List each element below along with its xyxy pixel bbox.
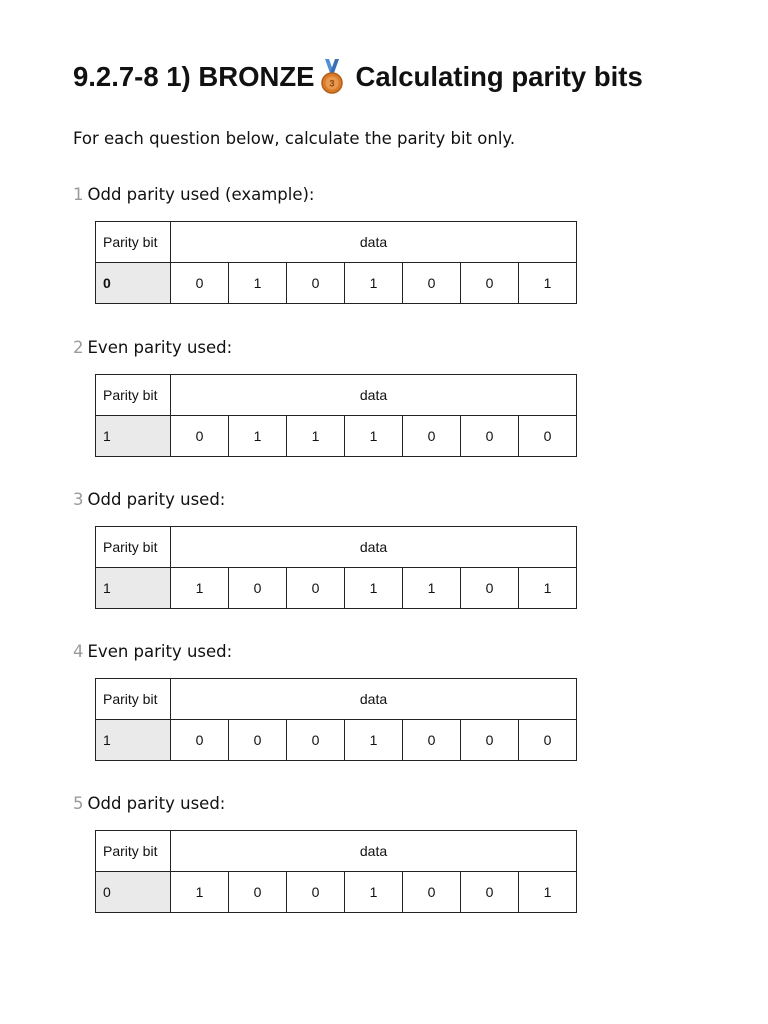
data-bit-cell: 1 [519, 872, 577, 913]
data-bit-cell: 0 [229, 568, 287, 609]
table-row [96, 568, 577, 609]
question-5 [73, 792, 693, 900]
parity-bit-header: Parity bit [96, 375, 171, 416]
data-bit-cell: 0 [287, 263, 345, 304]
question-label [73, 488, 693, 512]
data-bit-cell: 0 [461, 568, 519, 609]
data-bit-cell: 1 [171, 872, 229, 913]
data-bit-cell: 0 [519, 720, 577, 761]
data-bit-cell: 1 [229, 263, 287, 304]
data-bit-cell: 1 [171, 568, 229, 609]
data-bit-cell: 0 [403, 263, 461, 304]
data-bit-cell: 0 [403, 720, 461, 761]
question-label [73, 336, 693, 360]
bronze-medal-icon [317, 58, 347, 96]
page-title [73, 58, 643, 96]
parity-bit-cell[interactable]: 0 [96, 263, 171, 304]
data-bit-cell: 1 [403, 568, 461, 609]
question-4 [73, 640, 693, 748]
svg-text:3: 3 [329, 78, 335, 89]
question-2 [73, 336, 693, 444]
parity-bit-header: Parity bit [96, 527, 171, 568]
data-bit-cell: 0 [171, 416, 229, 457]
parity-table [95, 678, 577, 761]
data-bit-cell: 1 [229, 416, 287, 457]
table-header-row [96, 679, 577, 720]
parity-bit-header: Parity bit [96, 679, 171, 720]
table-row [96, 263, 577, 304]
data-bit-cell: 0 [461, 720, 519, 761]
question-number: 4 [73, 642, 84, 661]
parity-table [95, 374, 577, 457]
parity-bit-cell[interactable]: 1 [96, 568, 171, 609]
data-bit-cell: 1 [345, 568, 403, 609]
table-header-row [96, 222, 577, 263]
data-bit-cell: 0 [403, 416, 461, 457]
parity-table [95, 221, 577, 304]
question-3 [73, 488, 693, 596]
question-number: 1 [73, 185, 84, 204]
data-header: data [171, 831, 577, 872]
parity-table [95, 830, 577, 913]
data-bit-cell: 0 [519, 416, 577, 457]
title-text: Calculating parity bits [355, 61, 643, 92]
data-bit-cell: 1 [345, 263, 403, 304]
data-header: data [171, 527, 577, 568]
parity-bit-cell[interactable]: 0 [96, 872, 171, 913]
data-header: data [171, 375, 577, 416]
table-header-row [96, 527, 577, 568]
data-bit-cell: 0 [461, 416, 519, 457]
table-header-row [96, 375, 577, 416]
parity-bit-cell[interactable]: 1 [96, 416, 171, 457]
data-bit-cell: 0 [287, 872, 345, 913]
question-label [73, 792, 693, 816]
data-header: data [171, 679, 577, 720]
question-text: Odd parity used: [87, 794, 226, 813]
question-text: Even parity used: [87, 642, 233, 661]
data-bit-cell: 0 [403, 872, 461, 913]
table-row [96, 720, 577, 761]
data-header: data [171, 222, 577, 263]
parity-table [95, 526, 577, 609]
instructions-text: For each question below, calculate the parity bit only. [73, 129, 516, 148]
data-bit-cell: 0 [171, 263, 229, 304]
data-bit-cell: 0 [229, 720, 287, 761]
table-row [96, 416, 577, 457]
data-bit-cell: 0 [287, 720, 345, 761]
data-bit-cell: 1 [345, 872, 403, 913]
question-text: Odd parity used: [87, 490, 226, 509]
table-row [96, 872, 577, 913]
data-bit-cell: 0 [229, 872, 287, 913]
table-header-row [96, 831, 577, 872]
question-text: Odd parity used (example): [87, 185, 315, 204]
data-bit-cell: 0 [287, 568, 345, 609]
data-bit-cell: 1 [345, 416, 403, 457]
data-bit-cell: 0 [461, 872, 519, 913]
title-prefix: 9.2.7-8 1) BRONZE [73, 61, 315, 92]
question-number: 2 [73, 338, 84, 357]
parity-bit-cell[interactable]: 1 [96, 720, 171, 761]
parity-bit-header: Parity bit [96, 831, 171, 872]
question-label [73, 640, 693, 664]
data-bit-cell: 1 [287, 416, 345, 457]
question-number: 5 [73, 794, 84, 813]
data-bit-cell: 0 [171, 720, 229, 761]
data-bit-cell: 1 [519, 263, 577, 304]
parity-bit-header: Parity bit [96, 222, 171, 263]
data-bit-cell: 0 [461, 263, 519, 304]
question-label [73, 183, 693, 207]
question-text: Even parity used: [87, 338, 233, 357]
data-bit-cell: 1 [345, 720, 403, 761]
question-number: 3 [73, 490, 84, 509]
question-1 [73, 183, 693, 291]
data-bit-cell: 1 [519, 568, 577, 609]
